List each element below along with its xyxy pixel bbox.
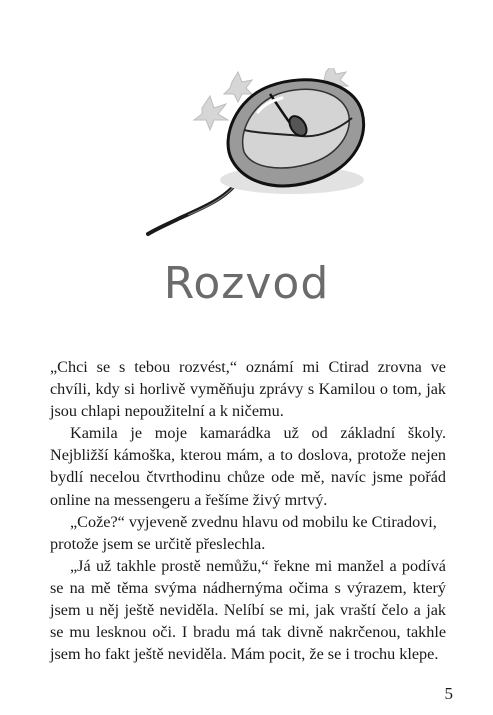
paragraph: „Cože?“ vyjeveně zvednu hlavu od mobilu ke Ctiradovi, protože jsem se určitě přeslechla.: [50, 512, 437, 553]
chapter-text: [50, 356, 446, 665]
chapter-title: Rozvod: [163, 258, 330, 309]
computer-mouse-icon: [140, 68, 370, 238]
paragraph: Kamila je moje kamarádka už od základní školy. Nejbližší kámoška, kterou mám, a to doslova, protože nejen bydlí necelou čtvrthodinu chůze ode mě, navíc jsme pořád online na messengeru a řešíme živý mrtvý.: [50, 424, 446, 509]
page-number: 5: [444, 684, 453, 703]
paragraph: „Chci se s tebou rozvést,“ oznámí mi Ctirad zrovna ve chvíli, kdy si horlivě vyměňuju zprávy s Kamilou o tom, jak jsou chlapi nepoužitelní a k ničemu.: [50, 358, 446, 421]
paragraph: „Já už takhle prostě nemůžu,“ řekne mi manžel a podívá se na mě těma svýma nádhernýma očima s výrazem, který jsem u něj ještě neviděla. Nelíbí se mi, jak vraští čelo a jak se mu lesknou oči. I bradu má tak divně nakrčenou, takhle jsem ho fakt ještě neviděla. Mám pocit, že se i trochu klepe.: [50, 556, 446, 664]
